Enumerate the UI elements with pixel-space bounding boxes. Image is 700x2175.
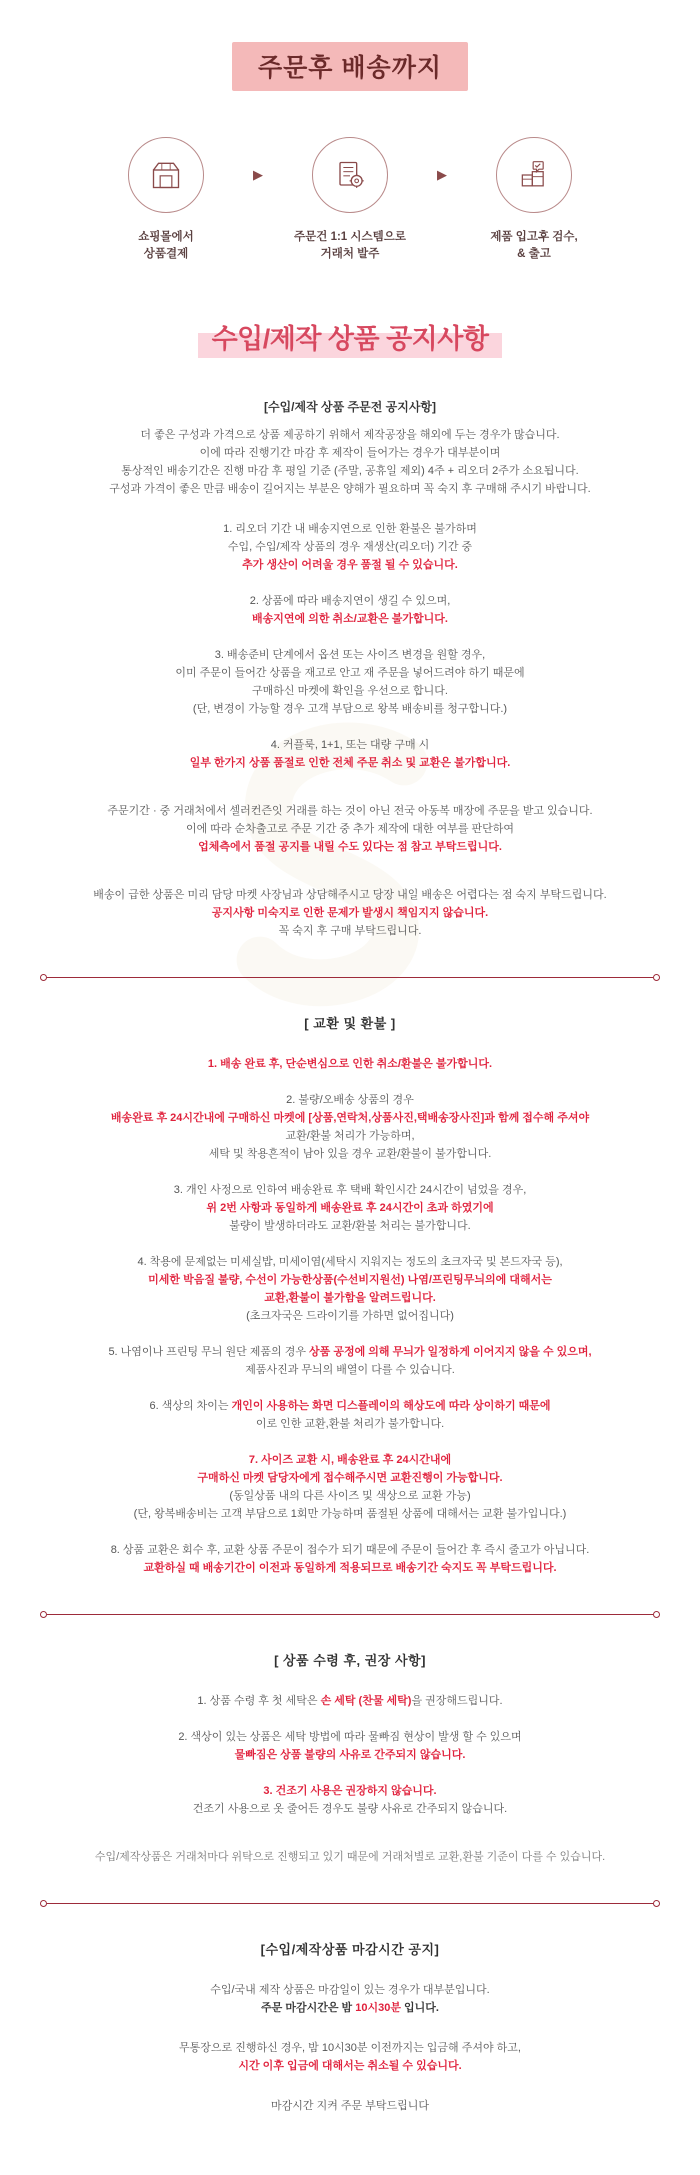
exchange-item-6-line2: 이로 인한 교환,환불 처리가 불가합니다. (255, 1418, 445, 1430)
notice-title: [수입/제작 상품 주문전 공지사항] (263, 400, 437, 414)
exchange-item-7 (30, 1451, 670, 1523)
deadline-block (30, 1941, 670, 2115)
divider-dot-right (653, 974, 660, 981)
step-1-circle (128, 137, 204, 213)
care-item-2-line1: 2. 색상이 있는 상품은 세탁 방법에 따라 물빠짐 현상이 발생 할 수 있으며 (178, 1731, 522, 1743)
divider-bar (47, 1614, 653, 1615)
notice-middle-red: 업체측에서 품절 공지를 내릴 수도 있다는 점 참고 부탁드립니다. (198, 841, 502, 853)
divider-dot-left (40, 1900, 47, 1907)
notice-closing-last: 꼭 숙지 후 구매 부탁드립니다. (278, 925, 422, 937)
exchange-item-2 (30, 1091, 670, 1163)
divider-dot-left (40, 974, 47, 981)
deadline-line-4: 시간 이후 입금에 대해서는 취소될 수 있습니다. (238, 2060, 462, 2072)
exchange-block (30, 1015, 670, 1577)
process-step-3 (459, 137, 609, 263)
exchange-item-5-line1: 5. 나염이나 프린팅 무늬 원단 제품의 경우 (108, 1346, 306, 1358)
notice-intro-3: 통상적인 배송기간은 진행 마감 후 평일 기준 (주말, 공휴일 제외) 4주 + 리오더 2주가 소요됩니다. (121, 465, 579, 477)
exchange-item-6-line1: 6. 색상의 차이는 (149, 1400, 232, 1412)
deadline-line-1: 수입/국내 제작 상품은 마감일이 있는 경우가 대부분입니다. (210, 1984, 490, 1996)
notice-item-1-line1: 1. 리오더 기간 내 배송지연으로 인한 환불은 불가하며 (223, 523, 477, 535)
exchange-item-8-red1: 교환하실 때 배송기간이 이전과 동일하게 적용되므로 배송기간 숙지도 꼭 부탁드립니다. (143, 1562, 557, 1574)
notice-intro-2: 이에 따라 진행기간 마감 후 제작이 들어가는 경우가 대부분이며 (199, 447, 501, 459)
exchange-item-2-red1: 배송완료 후 24시간내에 구매하신 마켓에 [상품,연락처,상품사진,택배송장사진]과 함께 접수해 주셔야 (110, 1112, 590, 1124)
exchange-item-4-red1: 미세한 박음질 불량, 수선이 가능한상품(수선비지원선) 나염/프린팅무늬의에 대해서는 (148, 1274, 552, 1286)
exchange-item-5-red: 상품 공정에 의해 무늬가 일정하게 이어지지 않을 수 있으며, (309, 1346, 592, 1358)
exchange-item-6-red: 개인이 사용하는 화면 디스플레이의 해상도에 따라 상이하기 때문에 (231, 1400, 551, 1412)
shop-payment-icon (146, 155, 186, 195)
notice-item-3-line2: 이미 주문이 들어간 상품을 재고로 안고 재 주문을 넣어드려야 하기 때문에 (175, 667, 525, 679)
step-3-caption (459, 229, 609, 263)
exchange-item-7-line1: (동일상품 내의 다른 사이즈 및 색상으로 교환 가능) (229, 1490, 471, 1502)
process-step-2 (275, 137, 425, 263)
process-steps (0, 137, 700, 263)
care-item-2 (30, 1728, 670, 1764)
divider-bar (47, 977, 653, 978)
step-3-circle (496, 137, 572, 213)
deadline-line-2 (30, 1999, 670, 2017)
process-step-1 (91, 137, 241, 263)
exchange-item-8-line1: 8. 상품 교환은 회수 후, 교환 상품 주문이 접수가 되기 때문에 주문이 들어간 후 즉시 줄고가 아닙니다. (110, 1544, 590, 1556)
care-item-1-red: 손 세탁 (찬물 세탁) (320, 1695, 412, 1707)
deadline-line-3: 무통장으로 진행하신 경우, 밤 10시30분 이전까지는 입금해 주셔야 하고, (179, 2042, 521, 2054)
deadline-line-2-pre: 주문 마감시간은 밤 (261, 2002, 356, 2014)
deadline-line-2-post: 입니다. (400, 2002, 439, 2014)
exchange-item-3-line1: 3. 개인 사정으로 인하여 배송완료 후 택배 확인시간 24시간이 넘었을 경우, (173, 1184, 527, 1196)
notice-closing-red: 공지사항 미숙지로 인한 문제가 발생시 책임지지 않습니다. (211, 907, 489, 919)
notice-closing (30, 886, 670, 940)
notice-middle (30, 802, 670, 856)
arrow-1 (241, 137, 275, 213)
notice-item-3-line1: 3. 배송준비 단계에서 옵션 또는 사이즈 변경을 원할 경우, (214, 649, 486, 661)
exchange-item-6 (30, 1397, 670, 1433)
notice-item-4 (30, 736, 670, 772)
inspection-shipping-icon (514, 155, 554, 195)
notice-intro-4: 구성과 가격이 좋은 만큼 배송이 길어지는 부분은 양해가 필요하며 꼭 숙지 후 구매해 주시기 바랍니다. (109, 483, 591, 495)
exchange-item-4 (30, 1253, 670, 1325)
care-item-3 (30, 1782, 670, 1818)
notice-intro-1: 더 좋은 구성과 가격으로 상품 제공하기 위해서 제작공장을 해외에 두는 경우가 많습니다. (140, 429, 560, 441)
step-3-caption-line1: 제품 입고후 검수, (490, 231, 578, 243)
notice-middle-line1: 주문기간 · 중 거래처에서 셀러컨즌잇 거래를 하는 것이 아닌 전국 아동복 매장에 주문을 받고 있습니다. (107, 805, 593, 817)
care-item-1 (30, 1692, 670, 1710)
step-2-caption-line2: 거래처 발주 (320, 248, 380, 260)
notice-block (30, 398, 670, 940)
exchange-item-3-red1: 위 2번 사항과 동일하게 배송완료 후 24시간이 초과 하였기에 (206, 1202, 494, 1214)
step-1-caption-line1: 쇼핑몰에서 (138, 231, 194, 243)
divider-dot-left (40, 1611, 47, 1618)
divider-dot-right (653, 1611, 660, 1618)
exchange-item-1: 1. 배송 완료 후, 단순변심으로 인한 취소/환불은 불가합니다. (207, 1058, 493, 1070)
step-2-caption (275, 229, 425, 263)
exchange-item-4-red2: 교환,환불이 불가함을 알려드립니다. (264, 1292, 436, 1304)
deadline-last: 마감시간 지켜 주문 부탁드립니다 (271, 2100, 429, 2112)
notice-item-3-line4: (단, 변경이 가능할 경우 고객 부담으로 왕복 배송비를 청구합니다.) (192, 703, 508, 715)
notice-item-1-red1: 추가 생산이 어려울 경우 품절 될 수 있습니다. (242, 559, 458, 571)
step-2-caption-line1: 주문건 1:1 시스템으로 (294, 231, 406, 243)
care-block (30, 1652, 670, 1866)
care-item-2-red1: 물빠짐은 상품 불량의 사유로 간주되지 않습니다. (234, 1749, 466, 1761)
exchange-item-7-red2: 구매하신 마켓 담당자에게 접수해주시면 교환진행이 가능합니다. (197, 1472, 503, 1484)
notice-item-2-red1: 배송지연에 의한 취소/교환은 불가합니다. (252, 613, 448, 625)
exchange-item-2-line3: 세탁 및 착용흔적이 남아 있을 경우 교환/환불이 불가합니다. (208, 1148, 492, 1160)
notice-closing-line1: 배송이 급한 상품은 미리 담당 마켓 사장님과 상담해주시고 당장 내일 배송은 어렵다는 점 숙지 부탁드립니다. (93, 889, 607, 901)
exchange-item-4-line2: (초크자국은 드라이기를 가하면 없어집니다) (246, 1310, 454, 1322)
exchange-item-7-line2: (단, 왕복배송비는 고객 부담으로 1회만 가능하며 품절된 상품에 대해서는 교환 불가입니다.) (133, 1508, 567, 1520)
step-1-caption-line2: 상품결제 (143, 248, 189, 260)
divider-2 (40, 1611, 660, 1618)
arrow-1-glyph: ▶ (253, 167, 263, 182)
divider-1 (40, 974, 660, 981)
notice-item-3-line3: 구매하신 마켓에 확인을 우선으로 합니다. (252, 685, 448, 697)
divider-dot-right (653, 1900, 660, 1907)
notice-item-3 (30, 646, 670, 718)
exchange-item-2-line2: 교환/환불 처리가 가능하며, (285, 1130, 415, 1142)
notice-item-4-red1: 일부 한가지 상품 품절로 인한 전체 주문 취소 및 교환은 불가합니다. (189, 757, 511, 769)
divider-3 (40, 1900, 660, 1907)
divider-bar (47, 1903, 653, 1904)
care-footer: 수입/제작상품은 거래처마다 위탁으로 진행되고 있기 때문에 거래처별로 교환,환불 기준이 다를 수 있습니다. (94, 1851, 606, 1863)
page-title: 주문후 배송까지 (232, 42, 468, 91)
notice-item-2-line1: 2. 상품에 따라 배송지연이 생길 수 있으며, (249, 595, 451, 607)
section-heading: 수입/제작 상품 공지사항 (198, 315, 503, 358)
exchange-item-5-line2: 제품사진과 무늬의 배열이 다를 수 있습니다. (245, 1364, 455, 1376)
care-item-1-pre: 1. 상품 수령 후 첫 세탁은 (197, 1695, 321, 1707)
exchange-item-3-line2: 불량이 발생하더라도 교환/환불 처리는 불가합니다. (229, 1220, 471, 1232)
order-system-icon (330, 155, 370, 195)
exchange-item-8 (30, 1541, 670, 1577)
step-2-circle (312, 137, 388, 213)
care-item-3-line1: 건조기 사용으로 옷 줄어든 경우도 불량 사유로 간주되지 않습니다. (192, 1803, 508, 1815)
notice-item-1-line2: 수입, 수입/제작 상품의 경우 재생산(리오더) 기간 중 (227, 541, 473, 553)
notice-middle-line2: 이에 따라 순차출고로 주문 기간 중 추가 제작에 대한 여부를 판단하여 (185, 823, 515, 835)
care-item-3-red1: 3. 건조기 사용은 권장하지 않습니다. (263, 1785, 437, 1797)
exchange-item-4-line1: 4. 착용에 문제없는 미세실밥, 미세이염(세탁시 지워지는 정도의 초크자국 및 본드자국 등), (137, 1256, 563, 1268)
step-1-caption (91, 229, 241, 263)
notice-item-1 (30, 520, 670, 574)
arrow-2 (425, 137, 459, 213)
arrow-2-glyph: ▶ (437, 167, 447, 182)
exchange-title: [ 교환 및 환불 ] (304, 1016, 396, 1031)
exchange-item-3 (30, 1181, 670, 1235)
deadline-title: [수입/제작상품 마감시간 공지] (260, 1942, 440, 1957)
notice-item-2 (30, 592, 670, 628)
top-banner (0, 0, 700, 91)
exchange-item-2-line1: 2. 불량/오배송 상품의 경우 (286, 1094, 414, 1106)
care-item-1-post: 을 권장해드립니다. (411, 1695, 503, 1707)
exchange-item-5 (30, 1343, 670, 1379)
section-heading-wrap (0, 315, 700, 358)
exchange-item-7-red1: 7. 사이즈 교환 시, 배송완료 후 24시간내에 (248, 1454, 452, 1466)
notice-item-4-line1: 4. 커플룩, 1+1, 또는 대량 구매 시 (270, 739, 430, 751)
care-title: [ 상품 수령 후, 권장 사항] (274, 1653, 426, 1668)
deadline-time: 10시30분 (355, 2002, 401, 2014)
step-3-caption-line2: & 출고 (517, 248, 551, 260)
